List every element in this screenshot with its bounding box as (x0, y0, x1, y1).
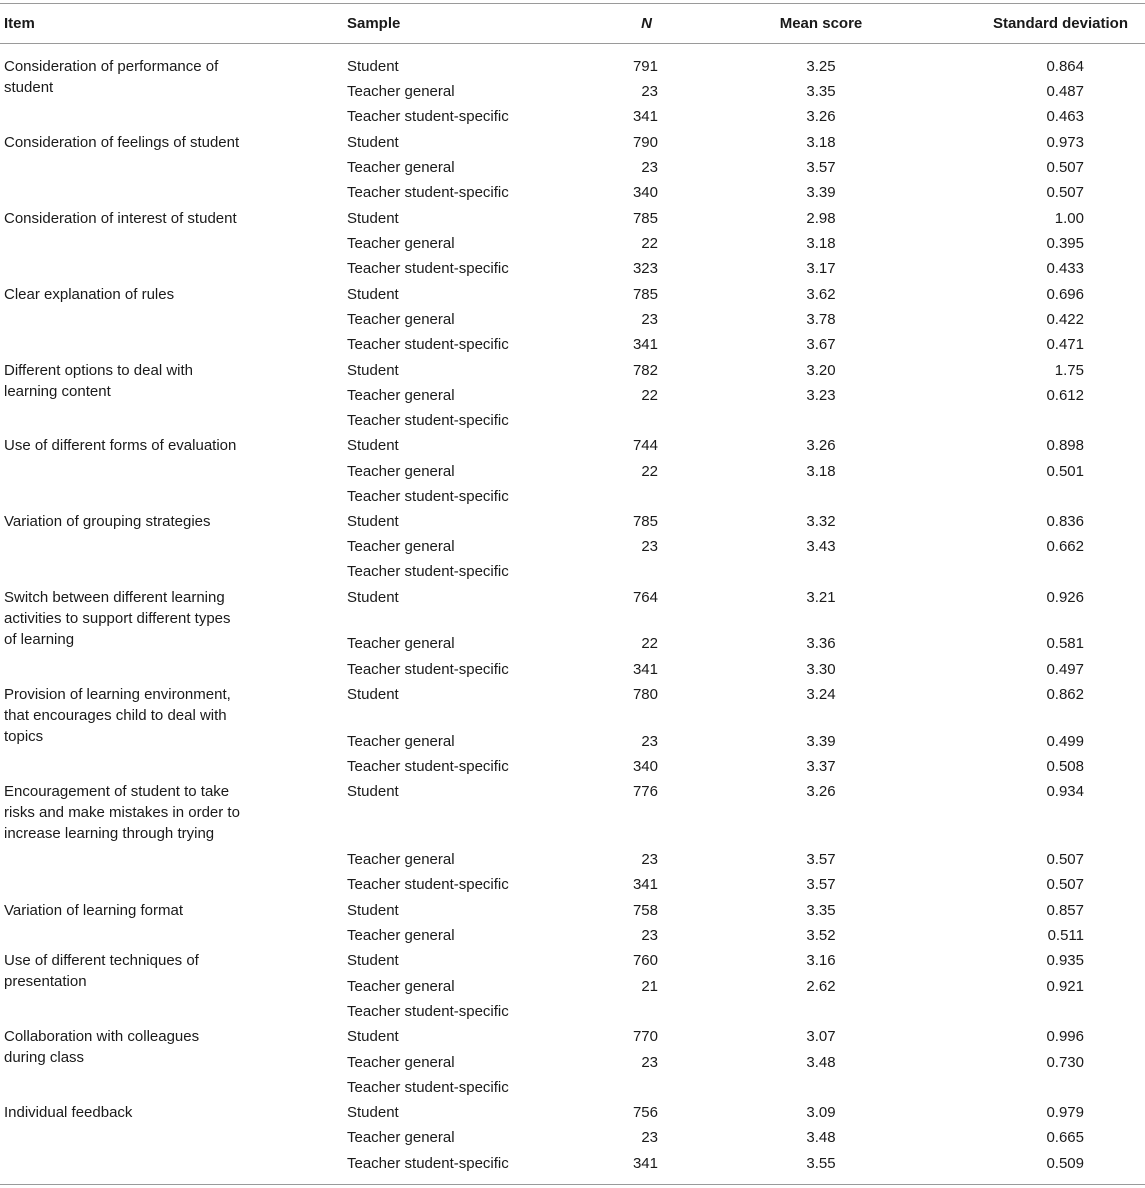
standard-deviation-cell: 0.898 (1046, 437, 1084, 454)
sample-cell: Teacher student-specific (347, 260, 509, 277)
standard-deviation-cell: 0.487 (1046, 83, 1084, 100)
sample-cell: Teacher student-specific (347, 108, 509, 125)
sample-cell: Teacher general (347, 159, 455, 176)
sample-cell: Teacher general (347, 927, 455, 944)
sample-cell: Teacher student-specific (347, 412, 509, 429)
standard-deviation-cell: 0.857 (1046, 902, 1084, 919)
n-cell: 22 (641, 463, 658, 480)
sample-cell: Student (347, 1104, 399, 1121)
sample-cell: Student (347, 210, 399, 227)
n-cell: 21 (641, 978, 658, 995)
mean-score-cell: 3.78 (806, 311, 836, 328)
standard-deviation-cell: 0.508 (1046, 758, 1084, 775)
sample-cell: Student (347, 902, 399, 919)
n-cell: 744 (632, 437, 658, 454)
item-label: Switch between different learning activities to support different types of learning (4, 589, 231, 648)
n-cell: 23 (641, 851, 658, 868)
standard-deviation-cell: 0.979 (1046, 1104, 1084, 1121)
standard-deviation-cell: 0.581 (1046, 635, 1084, 652)
mean-score-cell: 3.36 (806, 635, 836, 652)
header-standard-deviation: Standard deviation (992, 15, 1128, 32)
mean-score-cell: 3.52 (806, 927, 836, 944)
item-label: Collaboration with colleagues during class (4, 1028, 200, 1066)
mean-score-cell: 3.57 (806, 159, 836, 176)
n-cell: 341 (632, 661, 658, 678)
mean-score-cell: 3.35 (806, 83, 836, 100)
mean-score-cell: 3.26 (806, 437, 836, 454)
n-cell: 23 (641, 927, 658, 944)
standard-deviation-cell: 0.463 (1046, 108, 1084, 125)
sample-cell: Teacher general (347, 851, 455, 868)
item-label: Consideration of interest of student (4, 210, 237, 227)
mean-score-cell: 3.43 (806, 538, 836, 555)
mean-score-cell: 3.18 (806, 463, 836, 480)
standard-deviation-cell: 0.507 (1046, 876, 1084, 893)
item-label: Consideration of performance of student (4, 58, 219, 96)
sample-cell: Teacher general (347, 235, 455, 252)
item-label: Clear explanation of rules (4, 286, 175, 303)
item-label: Different options to deal with learning content (4, 362, 194, 400)
n-cell: 23 (641, 733, 658, 750)
sample-cell: Student (347, 1028, 399, 1045)
item-label: Variation of learning format (4, 902, 183, 919)
sample-cell: Student (347, 362, 399, 379)
mean-score-cell: 3.37 (806, 758, 836, 775)
mean-score-cell: 3.55 (806, 1155, 836, 1172)
sample-cell: Student (347, 437, 399, 454)
n-cell: 340 (632, 184, 658, 201)
sample-cell: Teacher student-specific (347, 758, 509, 775)
sample-cell: Student (347, 134, 399, 151)
sample-cell: Teacher general (347, 387, 455, 404)
standard-deviation-cell: 0.507 (1046, 851, 1084, 868)
sample-cell: Student (347, 589, 399, 606)
item-label: Variation of grouping strategies (4, 513, 211, 530)
n-cell: 790 (632, 134, 658, 151)
n-cell: 323 (632, 260, 658, 277)
n-cell: 770 (632, 1028, 658, 1045)
sample-cell: Teacher general (347, 1129, 455, 1146)
standard-deviation-cell: 0.862 (1046, 686, 1084, 703)
sample-cell: Teacher student-specific (347, 1079, 509, 1096)
standard-deviation-cell: 0.395 (1046, 235, 1084, 252)
n-cell: 782 (632, 362, 658, 379)
standard-deviation-cell: 0.422 (1046, 311, 1084, 328)
n-cell: 23 (641, 1054, 658, 1071)
standard-deviation-cell: 0.507 (1046, 184, 1084, 201)
standard-deviation-cell: 0.612 (1046, 387, 1084, 404)
sample-cell: Teacher general (347, 463, 455, 480)
sample-cell: Teacher student-specific (347, 184, 509, 201)
n-cell: 758 (632, 902, 658, 919)
item-label: Provision of learning environment, that encourages child to deal with topics (4, 686, 231, 745)
mean-score-cell: 3.25 (806, 58, 836, 75)
sample-cell: Teacher student-specific (347, 563, 509, 580)
mean-score-cell: 3.67 (806, 336, 836, 353)
mean-score-cell: 3.30 (806, 661, 836, 678)
n-cell: 341 (632, 108, 658, 125)
sample-cell: Student (347, 783, 399, 800)
header-rule (0, 43, 1145, 44)
sample-cell: Teacher general (347, 733, 455, 750)
n-cell: 23 (641, 83, 658, 100)
standard-deviation-cell: 0.511 (1047, 927, 1084, 944)
mean-score-cell: 3.57 (806, 851, 836, 868)
n-cell: 780 (632, 686, 658, 703)
sample-cell: Student (347, 952, 399, 969)
n-cell: 23 (641, 538, 658, 555)
n-cell: 23 (641, 159, 658, 176)
mean-score-cell: 3.32 (806, 513, 836, 530)
standard-deviation-cell: 0.973 (1046, 134, 1084, 151)
sample-cell: Teacher student-specific (347, 1003, 509, 1020)
standard-deviation-cell: 0.501 (1046, 463, 1084, 480)
sample-cell: Teacher general (347, 1054, 455, 1071)
mean-score-cell: 3.62 (806, 286, 836, 303)
sample-cell: Teacher general (347, 538, 455, 555)
mean-score-cell: 3.18 (806, 235, 836, 252)
header-sample: Sample (347, 15, 401, 32)
mean-score-cell: 3.26 (806, 783, 836, 800)
n-cell: 340 (632, 758, 658, 775)
mean-score-cell: 2.98 (806, 210, 836, 227)
n-cell: 760 (632, 952, 658, 969)
sample-cell: Student (347, 686, 399, 703)
mean-score-cell: 3.09 (806, 1104, 836, 1121)
mean-score-cell: 2.62 (806, 978, 836, 995)
standard-deviation-cell: 0.996 (1046, 1028, 1084, 1045)
mean-score-cell: 3.16 (806, 952, 836, 969)
standard-deviation-cell: 0.497 (1046, 661, 1084, 678)
item-label: Individual feedback (4, 1104, 133, 1121)
mean-score-cell: 3.48 (806, 1129, 836, 1146)
sample-cell: Teacher student-specific (347, 876, 509, 893)
header-n: N (641, 15, 652, 32)
header-mean-score: Mean score (779, 15, 863, 32)
standard-deviation-cell: 0.921 (1046, 978, 1084, 995)
standard-deviation-cell: 1.75 (1054, 362, 1084, 379)
n-cell: 791 (632, 58, 658, 75)
item-label: Encouragement of student to take risks and make mistakes in order to increase learning through trying (4, 783, 240, 842)
mean-score-cell: 3.39 (806, 184, 836, 201)
standard-deviation-cell: 0.509 (1046, 1155, 1084, 1172)
item-label: Consideration of feelings of student (4, 134, 240, 151)
n-cell: 776 (632, 783, 658, 800)
sample-cell: Teacher general (347, 978, 455, 995)
standard-deviation-cell: 1.00 (1054, 210, 1084, 227)
standard-deviation-cell: 0.499 (1046, 733, 1084, 750)
standard-deviation-cell: 0.471 (1046, 336, 1084, 353)
table-bottom-rule (0, 1184, 1145, 1185)
mean-score-cell: 3.35 (806, 902, 836, 919)
standard-deviation-cell: 0.665 (1046, 1129, 1084, 1146)
mean-score-cell: 3.18 (806, 134, 836, 151)
n-cell: 23 (641, 1129, 658, 1146)
mean-score-cell: 3.07 (806, 1028, 836, 1045)
sample-cell: Student (347, 286, 399, 303)
sample-cell: Student (347, 58, 399, 75)
sample-cell: Teacher general (347, 635, 455, 652)
sample-cell: Teacher student-specific (347, 488, 509, 505)
standard-deviation-cell: 0.934 (1046, 783, 1084, 800)
mean-score-cell: 3.24 (806, 686, 836, 703)
mean-score-cell: 3.39 (806, 733, 836, 750)
table-top-rule (0, 3, 1145, 4)
mean-score-cell: 3.20 (806, 362, 836, 379)
standard-deviation-cell: 0.730 (1046, 1054, 1084, 1071)
mean-score-cell: 3.26 (806, 108, 836, 125)
standard-deviation-cell: 0.864 (1046, 58, 1084, 75)
mean-score-cell: 3.23 (806, 387, 836, 404)
sample-cell: Teacher general (347, 311, 455, 328)
n-cell: 23 (641, 311, 658, 328)
n-cell: 785 (632, 513, 658, 530)
standard-deviation-cell: 0.507 (1046, 159, 1084, 176)
sample-cell: Teacher student-specific (347, 1155, 509, 1172)
sample-cell: Teacher student-specific (347, 336, 509, 353)
mean-score-cell: 3.21 (806, 589, 836, 606)
item-label: Use of different techniques of presentation (4, 952, 199, 990)
standard-deviation-cell: 0.935 (1046, 952, 1084, 969)
header-item: Item (4, 15, 35, 32)
mean-score-cell: 3.57 (806, 876, 836, 893)
n-cell: 341 (632, 876, 658, 893)
n-cell: 341 (632, 336, 658, 353)
mean-score-cell: 3.17 (806, 260, 836, 277)
standard-deviation-cell: 0.926 (1046, 589, 1084, 606)
n-cell: 22 (641, 387, 658, 404)
standard-deviation-cell: 0.662 (1046, 538, 1084, 555)
n-cell: 22 (641, 635, 658, 652)
n-cell: 764 (632, 589, 658, 606)
n-cell: 22 (641, 235, 658, 252)
n-cell: 756 (632, 1104, 658, 1121)
n-cell: 341 (632, 1155, 658, 1172)
sample-cell: Teacher student-specific (347, 661, 509, 678)
sample-cell: Teacher general (347, 83, 455, 100)
standard-deviation-cell: 0.433 (1046, 260, 1084, 277)
standard-deviation-cell: 0.836 (1046, 513, 1084, 530)
n-cell: 785 (632, 286, 658, 303)
sample-cell: Student (347, 513, 399, 530)
mean-score-cell: 3.48 (806, 1054, 836, 1071)
standard-deviation-cell: 0.696 (1046, 286, 1084, 303)
n-cell: 785 (632, 210, 658, 227)
item-label: Use of different forms of evaluation (4, 437, 237, 454)
